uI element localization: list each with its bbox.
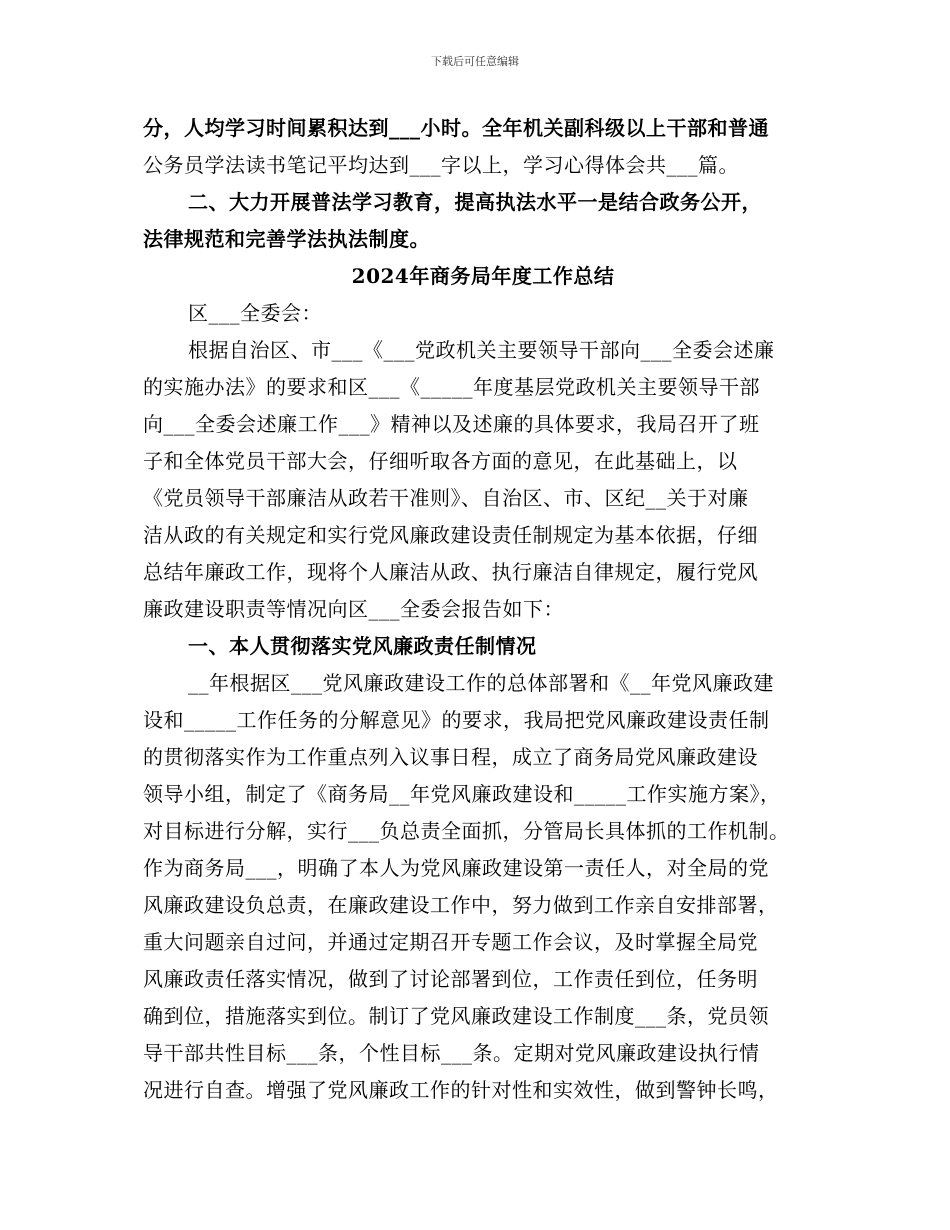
paragraph-line: __年根据区___党风廉政建设工作的总体部署和《__年党风廉政建 xyxy=(188,671,774,695)
paragraph-line: 子和全体党员干部大会，仔细听取各方面的意见，在此基础上，以 xyxy=(143,449,738,473)
paragraph-line: 导干部共性目标___条，个性目标___条。定期对党风廉政建设执行情 xyxy=(143,1041,760,1065)
paragraph-line: 分，人均学习时间累积达到___小时。全年机关副科级以上干部和普通 xyxy=(143,116,769,140)
paragraph-line: 根据自治区、市___《___党政机关主要领导干部向___全委会述廉 xyxy=(188,338,775,362)
paragraph-line: 况进行自查。增强了党风廉政工作的针对性和实效性，做到警钟长鸣， xyxy=(143,1078,779,1102)
document-body xyxy=(143,110,823,1109)
paragraph-line: 风廉政责任落实情况，做到了讨论部署到位，工作责任到位，任务明 xyxy=(143,967,758,991)
salutation: 区___全委会： xyxy=(188,301,322,325)
paragraph-line: 领导小组，制定了《商务局__年党风廉政建设和_____工作实施方案》， xyxy=(143,782,781,806)
paragraph-line: 向___全委会述廉工作___》精神以及述廉的具体要求，我局召开了班 xyxy=(143,412,760,436)
paragraph-line: 重大问题亲自过问，并通过定期召开专题工作会议，及时掌握全局党 xyxy=(143,930,758,954)
paragraph-line: 总结年廉政工作，现将个人廉洁从政、执行廉洁自律规定，履行党风 xyxy=(143,560,758,584)
paragraph-line: 设和_____工作任务的分解意见》的要求，我局把党风廉政建设责任制 xyxy=(143,708,770,732)
paragraph-line: 廉政建设职责等情况向区___全委会报告如下： xyxy=(143,597,564,621)
paragraph-line: 对目标进行分解，实行___负总责全面抓，分管局长具体抓的工作机制。 xyxy=(143,819,790,843)
paragraph-line: 风廉政建设负总责，在廉政建设工作中，努力做到工作亲自安排部署， xyxy=(143,893,779,917)
paragraph-line: 的贯彻落实作为工作重点列入议事日程，成立了商务局党风廉政建设 xyxy=(143,745,758,769)
paragraph-line: 公务员学法读书笔记平均达到___字以上，学习心得体会共___篇。 xyxy=(143,153,739,177)
document-title: 2024年商务局年度工作总结 xyxy=(351,264,615,288)
paragraph-line: 作为商务局___，明确了本人为党风廉政建设第一责任人，对全局的党 xyxy=(143,856,769,880)
page-header: 下载后可任意编辑 xyxy=(431,55,519,68)
paragraph-line: 的实施办法》的要求和区___《_____年度基层党政机关主要领导干部 xyxy=(143,375,760,399)
section-heading: 法律规范和完善学法执法制度。 xyxy=(143,227,430,251)
paragraph-line: 《党员领导干部廉洁从政若干准则》、自治区、市、区纪__关于对廉 xyxy=(143,486,749,510)
paragraph-line: 洁从政的有关规定和实行党风廉政建设责任制规定为基本依据，仔细 xyxy=(143,523,758,547)
section-heading: 一、本人贯彻落实党风廉政责任制情况 xyxy=(188,634,537,658)
paragraph-line: 确到位，措施落实到位。制订了党风廉政建设工作制度___条，党员领 xyxy=(143,1004,769,1028)
section-heading: 二、大力开展普法学习教育，提高执法水平一是结合政务公开， xyxy=(188,190,762,214)
